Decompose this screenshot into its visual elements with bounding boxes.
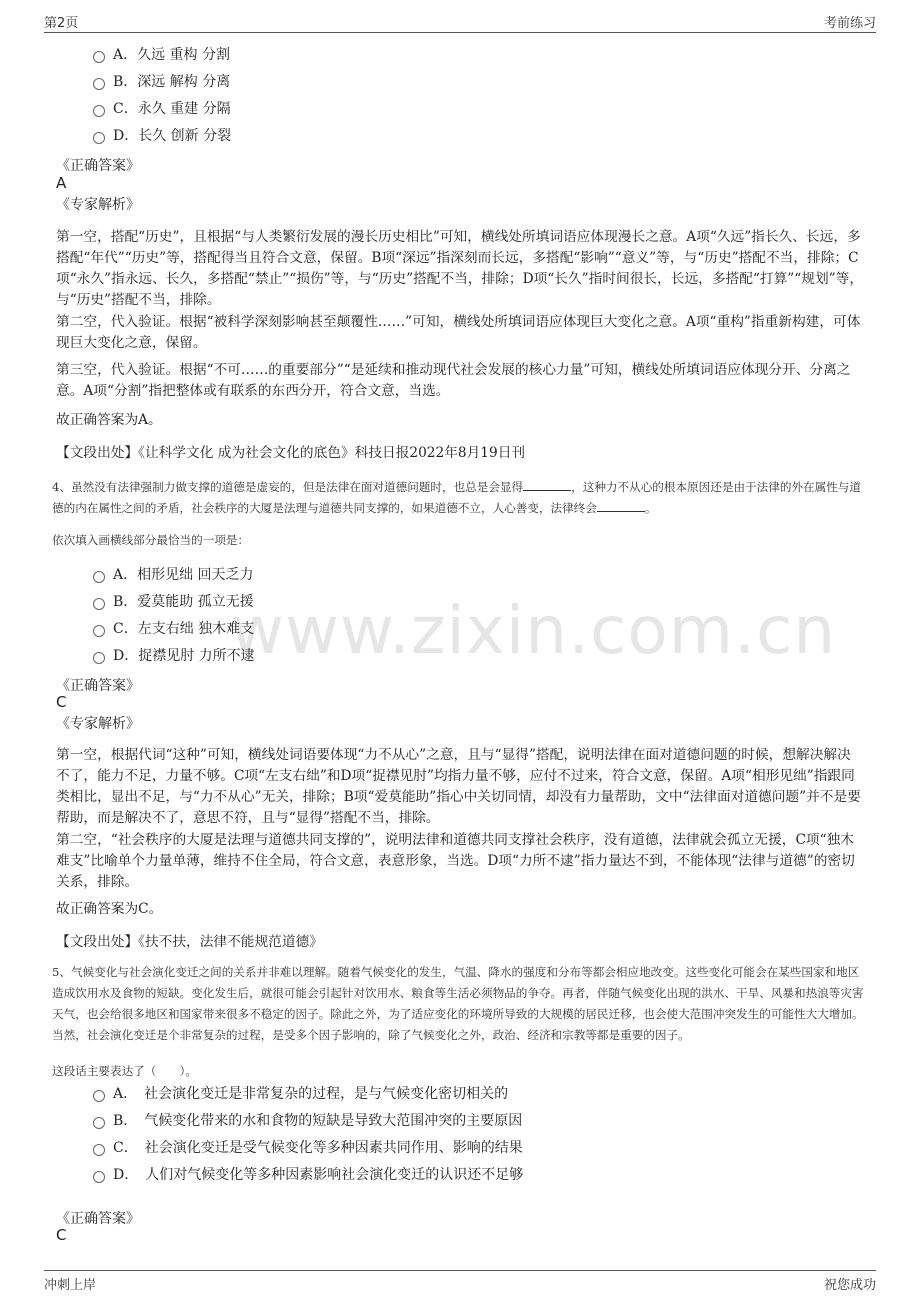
radio-icon[interactable] <box>93 652 105 664</box>
radio-icon[interactable] <box>93 625 105 637</box>
q3-option-c[interactable]: C．永久 重建 分隔 <box>93 98 231 120</box>
q4-stem: 4、虽然没有法律强制力做支撑的道德是虚妄的，但是法律在面对道德问题时，也总是会显得 ，这种力不从心的根本原因还是由于法律的外在属性与道德的内在属性之间的矛盾，社会秩序的大厦是法理与道德共同支撑的，如果道德不立，人心善变，法律终会 。 <box>52 480 861 515</box>
page-header <box>44 12 876 33</box>
q4-option-c[interactable]: C．左支右绌 独木难支 <box>93 618 254 640</box>
footer-right-text: 祝您成功 <box>823 1278 876 1293</box>
q4-source: 【文段出处】《扶不扶，法律不能规范道德》 <box>56 934 323 950</box>
footer-left-text: 冲刺上岸 <box>44 1278 97 1293</box>
page-footer <box>44 1270 876 1294</box>
q5-option-a[interactable]: A． 社会演化变迁是非常复杂的过程，是与气候变化密切相关的 <box>93 1083 508 1105</box>
q4-option-d[interactable]: D．捉襟见肘 力所不逮 <box>93 645 255 667</box>
radio-icon[interactable] <box>93 1090 105 1102</box>
q4-option-b[interactable]: B．爱莫能助 孤立无援 <box>93 591 254 613</box>
radio-icon[interactable] <box>93 78 105 90</box>
q5-option-c[interactable]: C． 社会演化变迁是受气候变化等多种因素共同作用、影响的结果 <box>93 1137 523 1159</box>
q4-conclusion: 故正确答案为C。 <box>56 901 163 917</box>
radio-icon[interactable] <box>93 598 105 610</box>
q4-answer: C <box>56 693 67 711</box>
q3-option-b[interactable]: B．深远 解构 分离 <box>93 71 230 93</box>
q3-source: 【文段出处】《让科学文化 成为社会文化的底色》科技日报2022年8月19日刊 <box>56 445 526 461</box>
radio-icon[interactable] <box>93 1144 105 1156</box>
q5-option-b[interactable]: B． 气候变化带来的水和食物的短缺是导致大范围冲突的主要原因 <box>93 1110 522 1132</box>
q3-analysis-paragraph: 第三空，代入验证。根据“不可……的重要部分”“是延续和推动现代社会发展的核心力量”可知，横线处所填词语应体现分开、分离之意。A项“分割”指把整体或有联系的东西分开，符合文意，当选。 <box>56 362 851 399</box>
q5-answer: C <box>56 1226 67 1244</box>
q5-prompt: 这段话主要表达了（ ）。 <box>52 1064 197 1078</box>
answer-blank <box>597 499 645 512</box>
q4-option-a[interactable]: A．相形见绌 回天乏力 <box>93 564 254 586</box>
q5-stem: 5、气候变化与社会演化变迁之间的关系并非难以理解。随着气候变化的发生，气温、降水的强度和分布等都会相应地改变。这些变化可能会在某些国家和地区造成饮用水及食物的短缺。变化发生后，就很可能会引起针对饮用水、粮食等生活必须物品的争夺。再者，伴随气候变化出现的洪水、干旱、风暴和热浪等灾害天气，也会给很多地区和国家带来很多不稳定的因子。除此之外，为了适应变化的环境所导致的大规模的居民迁移，也会使大范围冲突发生的可能性大大增加。当然，社会演化变迁是个非常复杂的过程，是受多个因子影响的，除了气候变化之外，政治、经济和宗教等都是重要的因子。 <box>52 965 864 1042</box>
q3-analysis-paragraph: 第二空，代入验证。根据“被科学深刻影响甚至颠覆性……”可知，横线处所填词语应体现巨大变化之意。A项“重构”指重新构建，可体现巨大变化之意，保留。 <box>56 314 861 351</box>
radio-icon[interactable] <box>93 1117 105 1129</box>
q3-conclusion: 故正确答案为A。 <box>56 412 162 428</box>
answer-blank <box>523 478 571 491</box>
q4-analysis-paragraph: 第一空，根据代词“这种”可知，横线处词语要体现“力不从心”之意，且与“显得”搭配，说明法律在面对道德问题的时候，想解决解决不了，能力不足，力量不够。C项“左支右绌”和D项“捉襟见肘”均指力量不够，应付不过来，符合文意，保留。A项“相形见绌”指跟同类相比，显出不足，与“力不从心”无关，排除；B项“爱莫能助”指心中关切同情，却没有力量帮助，文中“法律面对道德问题”并不是要帮助，而是解决不了，意思不符，且与“显得”搭配不当，排除。 <box>56 747 861 826</box>
q3-analysis-paragraph: 第一空，搭配“历史”，且根据“与人类繁衍发展的漫长历史相比”可知，横线处所填词语应体现漫长之意。A项“久远”指长久、长远，多搭配“年代”“历史”等，搭配得当且符合文意，保留。B项“深远”指深刻而长远，多搭配“影响”“意义”等，与“历史”搭配不当，排除；C项“永久”指永远、长久，多搭配“禁止”“损伤”等，与“历史”搭配不当，排除；D项“长久”指时间很长，长远，多搭配“打算”“规划”等，与“历史”搭配不当，排除。 <box>56 229 864 308</box>
page-number: 第2页 <box>44 16 79 31</box>
q3-answer: A <box>56 174 67 192</box>
radio-icon[interactable] <box>93 51 105 63</box>
q4-prompt: 依次填入画横线部分最恰当的一项是： <box>52 533 250 547</box>
q4-answer-label: 《正确答案》 <box>56 678 140 694</box>
q3-option-a[interactable]: A．久远 重构 分割 <box>93 44 230 66</box>
q5-option-d[interactable]: D． 人们对气候变化等多种因素影响社会演化变迁的认识还不足够 <box>93 1164 523 1186</box>
q3-answer-label: 《正确答案》 <box>56 158 140 174</box>
q5-answer-label: 《正确答案》 <box>56 1211 140 1227</box>
q3-analysis-label: 《专家解析》 <box>56 197 140 213</box>
radio-icon[interactable] <box>93 571 105 583</box>
q4-analysis-label: 《专家解析》 <box>56 716 140 732</box>
q3-option-d[interactable]: D．长久 创新 分裂 <box>93 125 231 147</box>
radio-icon[interactable] <box>93 105 105 117</box>
radio-icon[interactable] <box>93 132 105 144</box>
watermark: www.zixin.com.cn <box>230 592 837 669</box>
header-title: 考前练习 <box>823 16 876 31</box>
q4-analysis-paragraph: 第二空，“社会秩序的大厦是法理与道德共同支撑的”，说明法律和道德共同支撑社会秩序，没有道德，法律就会孤立无援，C项“独木难支”比喻单个力量单薄，维持不住全局，符合文意，表意形象，当选。D项“力所不逮”指力量达不到，不能体现“法律与道德”的密切关系，排除。 <box>56 832 855 890</box>
radio-icon[interactable] <box>93 1171 105 1183</box>
